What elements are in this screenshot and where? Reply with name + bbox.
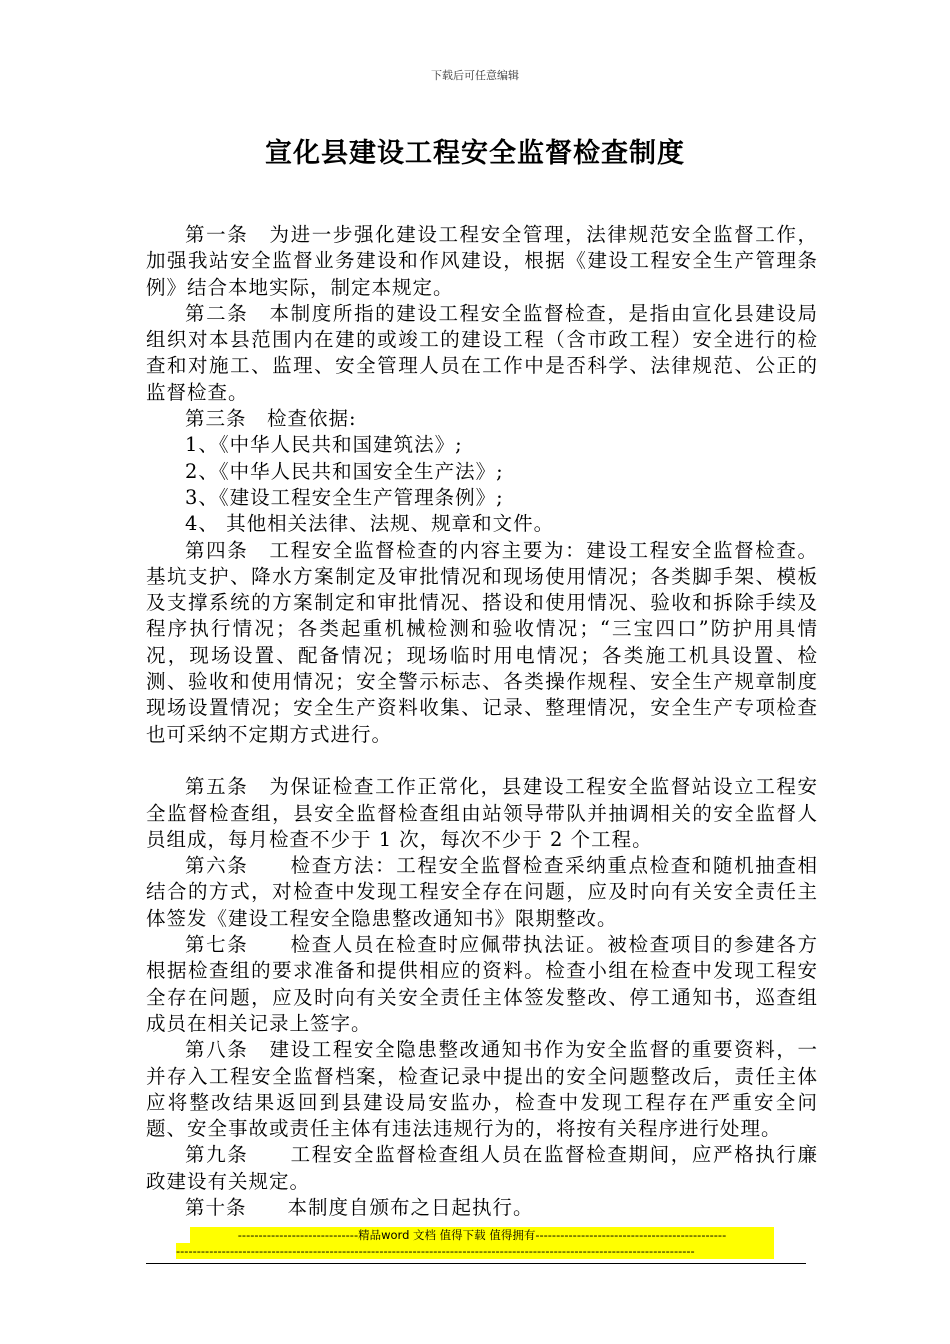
basis-item-3: 3、《建设工程安全生产管理条例》; <box>185 485 504 509</box>
basis-item-1: 1、《中华人民共和国建筑法》; <box>185 433 463 457</box>
footer-divider <box>146 1263 806 1264</box>
article-7: 第七条 检查人员在检查时应佩带执法证。被检查项目的参建各方根据检查组的要求准备和提供相应的资料。检查小组在检查中发现工程安全存在问题，应及时向有关安全责任主体签发整改、停工通知书，巡查组成员在相关记录上签字。 <box>146 933 818 1035</box>
document-title: 宣化县建设工程安全监督检查制度 <box>265 138 685 169</box>
article-2: 第二条 本制度所指的建设工程安全监督检查，是指由宣化县建设局组织对本县范围内在建的或竣工的建设工程（含市政工程）安全进行的检查和对施工、监理、安全管理人员在工作中是否科学、法律规范、公正的监督检查。 <box>146 301 818 404</box>
header-note: 下载后可任意编辑 <box>431 69 519 82</box>
basis-item-2: 2、《中华人民共和国安全生产法》; <box>185 459 504 483</box>
document-body <box>146 222 818 1221</box>
article-8: 第八条 建设工程安全隐患整改通知书作为安全监督的重要资料，一并存入工程安全监督档案，检查记录中提出的安全问题整改后，责任主体应将整改结果返回到县建设局安监办，检查中发现工程存在严重安全问题、安全事故或责任主体有违法违规行为的，将按有关程序进行处理。 <box>146 1038 818 1141</box>
article-10: 第十条 本制度自颁布之日起执行。 <box>185 1195 534 1219</box>
article-3: 第三条 检查依据: <box>185 407 357 431</box>
article-1: 第一条 为进一步强化建设工程安全管理，法律规范安全监督工作，加强我站安全监督业务建设和作风建设，根据《建设工程安全生产管理条例》结合本地实际，制定本规定。 <box>146 223 818 299</box>
footer-banner-text: -----------------------------精品word 文档 值得下载 值得拥有---------------------------------------------- <box>190 1227 774 1243</box>
article-4: 第四条 工程安全监督检查的内容主要为：建设工程安全监督检查。基坑支护、降水方案制定及审批情况和现场使用情况；各类脚手架、模板及支撑系统的方案制定和审批情况、搭设和使用情况、验收和拆除手续及程序执行情况；各类起重机械检测和验收情况；“三宝四口”防护用具情况，现场设置、配备情况；现场临时用电情况；各类施工机具设置、检测、验收和使用情况；安全警示标志、各类操作规程、安全生产规章制度现场设置情况；安全生产资料收集、记录、整理情况，安全生产专项检查也可采纳不定期方式进行。 <box>146 538 818 746</box>
basis-item-4: 4、 其他相关法律、法规、规章和文件。 <box>185 512 555 536</box>
footer-banner <box>176 1227 774 1259</box>
article-9: 第九条 工程安全监督检查组人员在监督检查期间，应严格执行廉政建设有关规定。 <box>146 1143 818 1193</box>
paragraph-spacer <box>146 748 818 774</box>
footer-dash-line: ----------------------------------------------------------------------------------------------------------------------------- <box>176 1243 774 1259</box>
article-6: 第六条 检查方法：工程安全监督检查采纳重点检查和随机抽查相结合的方式，对检查中发现工程安全存在问题，应及时向有关安全责任主体签发《建设工程安全隐患整改通知书》限期整改。 <box>146 854 818 930</box>
article-5: 第五条 为保证检查工作正常化，县建设工程安全监督站设立工程安全监督检查组，县安全监督检查组由站领导带队并抽调相关的安全监督人员组成，每月检查不少于 1 次，每次不少于 2 个工程。 <box>146 775 818 851</box>
